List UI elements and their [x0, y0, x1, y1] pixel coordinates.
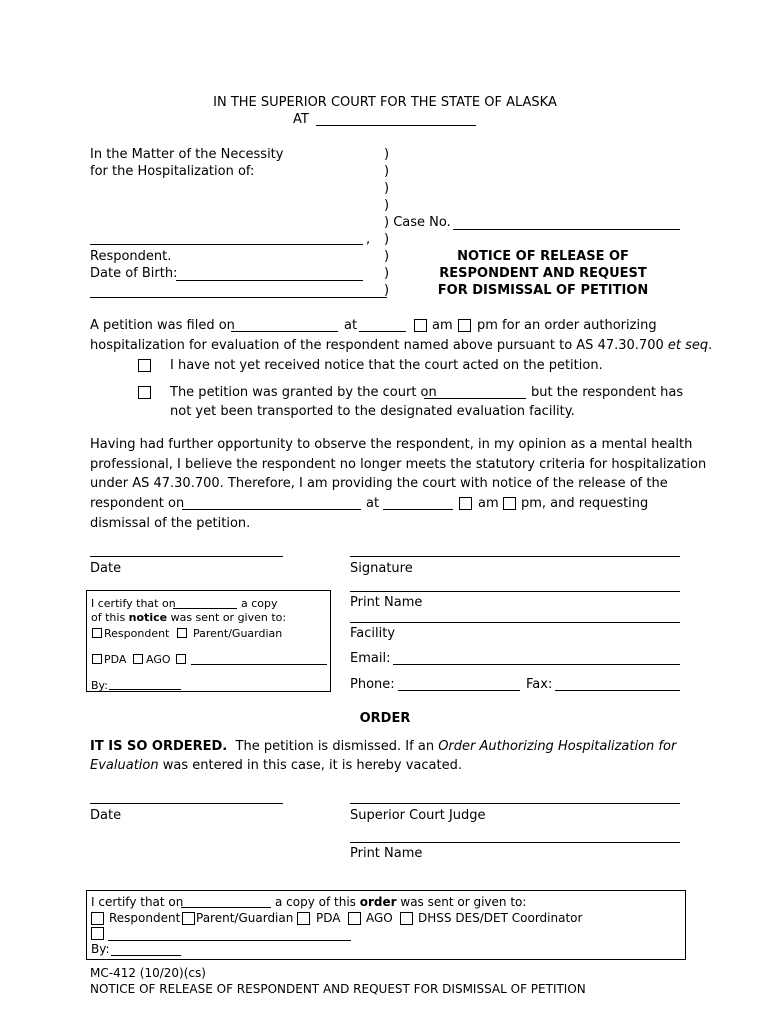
paren: )	[384, 232, 390, 247]
release-pm-checkbox[interactable]	[503, 497, 516, 510]
cert2-parent-label: Parent/Guardian	[196, 911, 294, 925]
cert1-parent-checkbox[interactable]	[177, 628, 187, 638]
am-label: am	[478, 496, 499, 511]
cert2-pda-label: PDA	[316, 911, 341, 925]
petition-filed-time-field[interactable]	[359, 331, 406, 332]
cert1-ago-checkbox[interactable]	[133, 654, 143, 664]
cert1-line-2	[91, 611, 286, 624]
not-received-checkbox[interactable]	[138, 359, 151, 372]
form-title-footer: NOTICE OF RELEASE OF RESPONDENT AND REQUEST FOR DISMISSAL OF PETITION	[90, 982, 586, 996]
cert1-ago-label: AGO	[146, 653, 171, 666]
not-received-label: I have not yet received notice that the court acted on the petition.	[170, 358, 603, 373]
court-heading: IN THE SUPERIOR COURT FOR THE STATE OF ALASKA	[213, 95, 557, 110]
so-ordered: IT IS SO ORDERED.	[90, 739, 228, 754]
evaluation-word: Evaluation	[90, 758, 159, 773]
cert2-line-1-rest	[275, 895, 526, 909]
order-line-2	[90, 758, 462, 773]
cert1-copy-label: a copy	[241, 597, 278, 610]
cert1-pda-checkbox[interactable]	[92, 654, 102, 664]
case-no-field[interactable]	[453, 229, 680, 230]
judge-print-name-label: Print Name	[350, 846, 423, 861]
case-no-label: ) Case No.	[384, 215, 451, 230]
print-name-label: Print Name	[350, 595, 423, 610]
doc-title-line-3: FOR DISMISSAL OF PETITION	[437, 283, 649, 298]
cert1-respondent-checkbox[interactable]	[92, 628, 102, 638]
p1-line-2-text: hospitalization for evaluation of the respondent named above pursuant to AS 47.30.700	[90, 338, 664, 353]
release-time-field[interactable]	[383, 509, 453, 510]
email-field[interactable]	[393, 664, 680, 665]
order-date-label: Date	[90, 808, 122, 823]
dob-field[interactable]	[176, 280, 363, 281]
matter-line-1: In the Matter of the Necessity	[90, 147, 284, 162]
p1-line-2	[90, 338, 712, 353]
print-name-field[interactable]	[350, 591, 680, 592]
cert1-other-checkbox[interactable]	[176, 654, 186, 664]
at-label: AT	[293, 112, 309, 127]
pm-order-label: pm for an order authorizing	[477, 318, 657, 333]
signature-label: Signature	[350, 561, 413, 576]
cert2-respondent-label: Respondent	[109, 911, 181, 925]
matter-line-2: for the Hospitalization of:	[90, 164, 255, 179]
email-label: Email:	[350, 651, 391, 666]
petition-dismissed: The petition is dismissed. If an	[235, 739, 435, 754]
phone-label: Phone:	[350, 677, 395, 692]
paren: )	[384, 164, 390, 179]
facility-field[interactable]	[350, 622, 680, 623]
paren: )	[384, 283, 390, 298]
cert2-ago-checkbox[interactable]	[348, 912, 361, 925]
cert1-by-field[interactable]	[109, 689, 181, 690]
p2-line-1: Having had further opportunity to observe the respondent, in my opinion as a mental health	[90, 437, 693, 452]
fax-label: Fax:	[526, 677, 553, 692]
cert1-date-field[interactable]	[173, 608, 237, 609]
caption-bottom-rule	[90, 297, 387, 298]
petition-filed-date-field[interactable]	[231, 331, 338, 332]
p2-line-3: under AS 47.30.700. Therefore, I am providing the court with notice of the release of the	[90, 476, 668, 491]
paren: )	[384, 266, 390, 281]
cert2-ago-label: AGO	[366, 911, 393, 925]
release-am-checkbox[interactable]	[459, 497, 472, 510]
order-heading: ORDER	[359, 711, 411, 726]
cert2-other-field[interactable]	[108, 940, 351, 941]
granted-date-field[interactable]	[424, 398, 526, 399]
cert1-respondent-label: Respondent	[104, 627, 170, 640]
doc-title-line-1: NOTICE OF RELEASE OF	[457, 249, 629, 264]
judge-signature-field[interactable]	[350, 803, 680, 804]
cert1-pda-label: PDA	[104, 653, 127, 666]
order-line-1	[90, 739, 676, 754]
cert2-by-label: By:	[91, 942, 110, 956]
cert1-other-field[interactable]	[191, 664, 327, 665]
cert2-pda-checkbox[interactable]	[297, 912, 310, 925]
date-field[interactable]	[90, 556, 283, 557]
at-label: at	[344, 318, 358, 333]
not-transported-line-2: not yet been transported to the designated evaluation facility.	[170, 404, 575, 419]
comma: ,	[366, 232, 371, 247]
form-id: MC-412 (10/20)(cs)	[90, 966, 206, 980]
order-word: order	[359, 895, 397, 909]
fax-field[interactable]	[555, 690, 680, 691]
paren: )	[384, 181, 390, 196]
order-date-field[interactable]	[90, 803, 283, 804]
am-label: am	[432, 318, 453, 333]
p2-line-5: dismissal of the petition.	[90, 516, 251, 531]
dob-label: Date of Birth:	[90, 266, 178, 281]
cert1-by-label: By:	[91, 679, 108, 692]
pm-checkbox[interactable]	[458, 319, 471, 332]
petition-granted-label: The petition was granted by the court on	[170, 385, 437, 400]
paren: )	[384, 147, 390, 162]
et-seq: et seq	[667, 338, 709, 353]
judge-print-name-field[interactable]	[350, 842, 680, 843]
period: .	[708, 338, 713, 353]
respondent-label: Respondent.	[90, 249, 172, 264]
at-label: at	[366, 496, 380, 511]
copy-of-this: a copy of this	[275, 895, 356, 909]
notice-word: notice	[128, 611, 168, 624]
order-authorizing: Order Authorizing Hospitalization for	[438, 739, 677, 754]
am-checkbox[interactable]	[414, 319, 427, 332]
paren: )	[384, 249, 390, 264]
pm-requesting-label: pm, and requesting	[521, 496, 649, 511]
paren: )	[384, 198, 390, 213]
not-transported-label: but the respondent has	[531, 385, 684, 400]
petition-granted-checkbox[interactable]	[138, 386, 151, 399]
cert1-parent-label: Parent/Guardian	[193, 627, 283, 640]
court-location-field[interactable]	[316, 125, 476, 126]
cert2-dhss-label: DHSS DES/DET Coordinator	[418, 911, 583, 925]
phone-field[interactable]	[398, 690, 520, 691]
date-label: Date	[90, 561, 122, 576]
of-this: of this	[91, 611, 126, 624]
doc-title-line-2: RESPONDENT AND REQUEST	[439, 266, 647, 281]
judge-label: Superior Court Judge	[350, 808, 486, 823]
cert2-respondent-checkbox[interactable]	[91, 912, 104, 925]
cert1-certify-label: I certify that on	[91, 597, 176, 610]
p2-line-2: professional, I believe the respondent no longer meets the statutory criteria for hospitalization	[90, 457, 707, 472]
cert2-by-field[interactable]	[111, 955, 181, 956]
petition-filed-label: A petition was filed on	[90, 318, 235, 333]
sent-given: was sent or given to:	[400, 895, 527, 909]
respondent-name-field[interactable]	[90, 244, 363, 245]
cert2-dhss-checkbox[interactable]	[400, 912, 413, 925]
signature-field[interactable]	[350, 556, 680, 557]
vacated-text: was entered in this case, it is hereby vacated.	[162, 758, 462, 773]
facility-label: Facility	[350, 626, 396, 641]
cert2-other-checkbox[interactable]	[91, 927, 104, 940]
release-date-field[interactable]	[182, 509, 361, 510]
cert2-certify-label: I certify that on	[91, 895, 184, 909]
sent-given: was sent or given to:	[170, 611, 287, 624]
release-on-label: respondent on	[90, 496, 185, 511]
cert2-parent-checkbox[interactable]	[182, 912, 195, 925]
cert2-date-field[interactable]	[181, 907, 271, 908]
